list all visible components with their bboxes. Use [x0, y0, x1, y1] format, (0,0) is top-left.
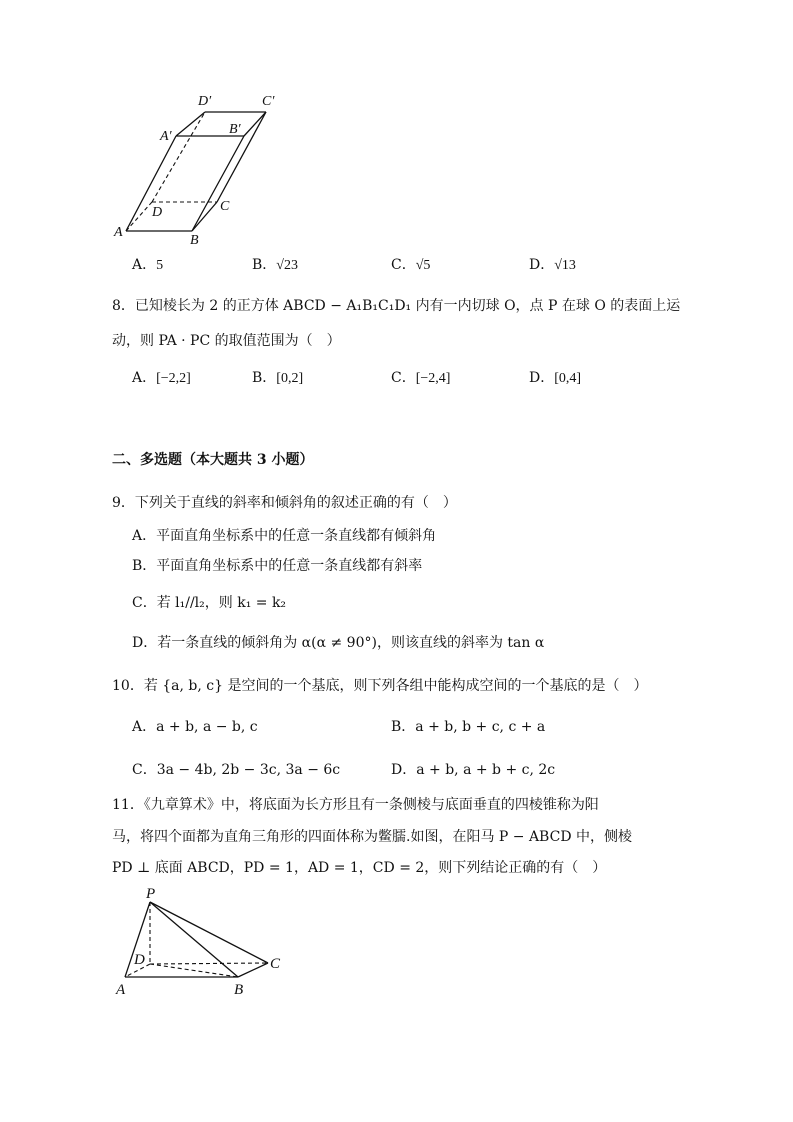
- q7-option-d-letter: D．: [529, 257, 555, 273]
- label-c: C: [220, 199, 230, 214]
- label-a-prime: A′: [160, 129, 172, 144]
- q8-option-b-letter: B．: [252, 370, 277, 386]
- q8-option-a: [132, 367, 191, 387]
- q10-option-d: D．a + b, a + b + c, 2c: [391, 762, 556, 778]
- q7-option-b-text: √23: [276, 258, 298, 273]
- label-d: D: [152, 205, 163, 220]
- q8-option-b-text: [0,2]: [276, 371, 304, 386]
- q8-option-d-text: [0,4]: [554, 371, 582, 386]
- label-d-prime: D′: [198, 94, 212, 109]
- q8-stem-line1: 8．已知棱长为 2 的正方体 ABCD − A₁B₁C₁D₁ 内有一内切球 O，点 P 在球 O 的表面上运: [112, 298, 681, 314]
- q10-option-a: A．a + b, a − b, c: [132, 719, 258, 735]
- prism-figure: [108, 88, 288, 248]
- q8-option-d-letter: D．: [529, 370, 555, 386]
- q8-option-c-text: [−2,4]: [415, 371, 451, 386]
- q8-option-d: [529, 367, 581, 387]
- q10-option-b: B．a + b, b + c, c + a: [391, 719, 546, 735]
- q8-option-a-text: [−2,2]: [156, 371, 191, 386]
- label-b-prime: B′: [229, 122, 241, 137]
- q7-option-d-text: √13: [554, 258, 576, 273]
- q9-option-a: A．平面直角坐标系中的任意一条直线都有倾斜角: [132, 528, 437, 544]
- q7-option-c-text: √5: [415, 258, 431, 273]
- q7-option-c: [391, 254, 430, 274]
- q7-option-a-letter: A．: [132, 257, 157, 273]
- q8-stem-line2: 动，则 PA · PC 的取值范围为（ ）: [112, 333, 341, 349]
- q10-option-c: C．3a − 4b, 2b − 3c, 3a − 6c: [132, 762, 341, 778]
- q7-option-b: [252, 254, 298, 274]
- q7-option-d: [529, 254, 576, 274]
- q9-option-c: C．若 l₁//l₂，则 k₁ = k₂: [132, 595, 287, 611]
- label-a: A: [114, 225, 123, 240]
- label-p: P: [146, 886, 156, 902]
- label-c-prime: C′: [262, 94, 275, 109]
- label-b: B: [190, 233, 199, 248]
- q8-option-b: [252, 367, 303, 387]
- q7-option-c-letter: C．: [391, 257, 416, 273]
- q9-stem: 9．下列关于直线的斜率和倾斜角的叙述正确的有（ ）: [112, 495, 457, 511]
- q8-option-a-letter: A．: [132, 370, 157, 386]
- q8-option-c-letter: C．: [391, 370, 416, 386]
- q11-stem-line3: PD ⊥ 底面 ABCD，PD = 1，AD = 1，CD = 2，则下列结论正确的有（ ）: [112, 860, 607, 876]
- label-d: D: [134, 952, 145, 968]
- q7-option-a: [132, 254, 163, 274]
- q11-stem-line2: 马，将四个面都为直角三角形的四面体称为鳖臑.如图，在阳马 P − ABCD 中，侧棱: [112, 829, 632, 845]
- q9-option-d: D．若一条直线的倾斜角为 α(α ≠ 90°)，则该直线的斜率为 tan α: [132, 635, 545, 651]
- label-a: A: [116, 982, 126, 998]
- label-b: B: [234, 982, 244, 998]
- pyramid-figure: [110, 884, 290, 1004]
- q7-option-b-letter: B．: [252, 257, 277, 273]
- q11-stem-line1: 11．《九章算术》中，将底面为长方形且有一条侧棱与底面垂直的四棱锥称为阳: [112, 797, 599, 813]
- q10-stem: 10．若 {a, b, c} 是空间的一个基底，则下列各组中能构成空间的一个基底的是（ ）: [112, 678, 648, 694]
- q9-option-b: B．平面直角坐标系中的任意一条直线都有斜率: [132, 558, 423, 574]
- section2-title: 二、多选题（本大题共 3 小题）: [112, 452, 314, 468]
- q7-option-a-text: 5: [156, 258, 164, 273]
- q8-option-c: [391, 367, 450, 387]
- label-c: C: [270, 956, 281, 972]
